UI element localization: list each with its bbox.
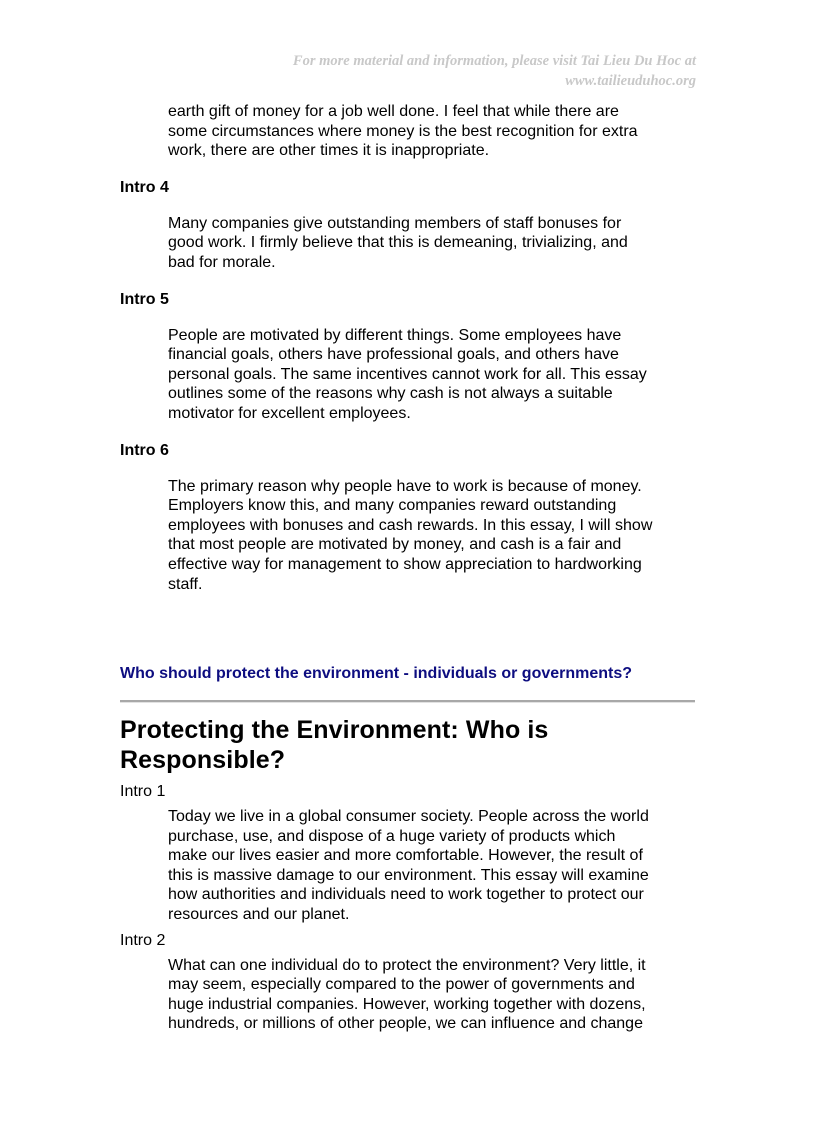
section-question: Who should protect the environment - individuals or governments? (120, 665, 633, 683)
env-intro-2-text: What can one individual do to protect the environment? Very little, it may seem, especially compared to the power of governments and huge industrial companies. However, working together with dozens, hundreds, or millions of other people, we can influence and change (168, 956, 646, 1033)
intro-6-heading: Intro 6 (120, 441, 169, 459)
header-note (216, 51, 696, 91)
env-intro-2-heading: Intro 2 (120, 931, 166, 949)
page-title: Protecting the Environment: Who is Responsible? (120, 716, 549, 775)
intro-6-text: The primary reason why people have to work is because of money. Employers know this, and many companies reward outstanding employees with bonuses and cash rewards. In this essay, I will show that most people are motivated by money, and cash is a fair and effective way for management to show appreciation to hardworking staff. (168, 477, 653, 593)
intro-4-text: Many companies give outstanding members of staff bonuses for good work. I firmly believe that this is demeaning, trivializing, and bad for morale. (168, 214, 628, 271)
header-note-line1: For more material and information, please visit Tai Lieu Du Hoc at (292, 53, 696, 69)
horizontal-rule (120, 700, 695, 703)
intro-5-text: People are motivated by different things. Some employees have financial goals, others have professional goals, and others have personal goals. The same incentives cannot work for all. This essay outlines some of the reasons why cash is not always a suitable motivator for excellent employees. (168, 326, 647, 422)
env-intro-1-heading: Intro 1 (120, 783, 166, 801)
env-intro-1-text: Today we live in a global consumer society. People across the world purchase, use, and dispose of a huge variety of products which make our lives easier and more comfortable. However, the result of this is massive damage to our environment. This essay will examine how authorities and individuals need to work together to protect our resources and our planet. (168, 808, 649, 924)
continued-paragraph: earth gift of money for a job well done. I feel that while there are some circumstances where money is the best recognition for extra work, there are other times it is inappropriate. (168, 103, 638, 160)
header-note-url: www.tailieuduhoc.org (565, 73, 696, 89)
page-content (120, 102, 700, 1034)
intro-4-heading: Intro 4 (120, 178, 169, 196)
intro-5-heading: Intro 5 (120, 290, 169, 308)
